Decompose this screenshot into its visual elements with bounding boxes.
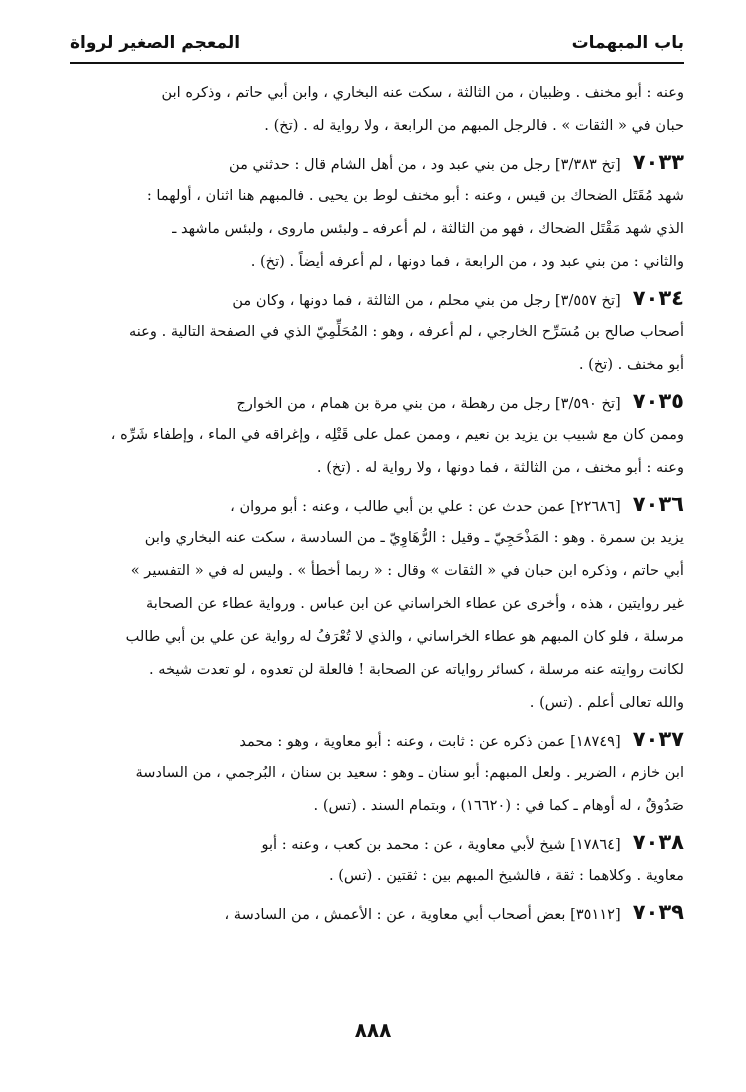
line-text: أبو مخنف . (تخ) . [578, 356, 684, 373]
line-text: وعنه : أبو مخنف . وظبيان ، من الثالثة ، سكت عنه البخاري ، وابن أبي حاتم ، وذكره ابن [161, 84, 684, 101]
text-line [62, 315, 684, 348]
text-line [62, 245, 684, 278]
text-line [62, 451, 684, 484]
entry-first-line [62, 488, 684, 521]
line-text: [تخ ٣/٥٥٧] رجل من بني محلم ، من الثالثة ، فما دونها ، وكان من [232, 292, 621, 309]
line-text: صَدُوقٌ ، له أوهام ـ كما في : (١٦٦٢٠) ، وبتمام السند . (تس) . [313, 797, 684, 814]
line-text: معاوية . وكلاهما : ثقة ، فالشيخ المبهم بين : ثقتين . (تس) . [328, 867, 684, 884]
text-line [62, 587, 684, 620]
line-text: غير روايتين ، هذه ، وأخرى عن عطاء الخراساني عن ابن عباس . ورواية عطاء عن الصحابة [145, 595, 684, 612]
line-text: يزيد بن سمرة . وهو : المَذْحَجِيّ ـ وقيل : الرُّهَاوِيّ ـ من السادسة ، سكت عنه البخاري وابن [144, 529, 684, 546]
text-line [62, 179, 684, 212]
line-text: الذي شهد مَقْتَل الضحاك ، فهو من الثالثة ، لم أعرفه ـ ولبئس ماروى ، ولبئس ماشهد ـ [172, 220, 684, 237]
page-number: ٨٨٨ [354, 1018, 392, 1042]
entry-number: ٧٠٣٧ [632, 727, 684, 751]
line-text: والله تعالى أعلم . (تس) . [529, 694, 684, 711]
header-rule [70, 62, 684, 64]
chapter-title: باب المبهمات [571, 33, 684, 53]
text-line [62, 653, 684, 686]
line-text: [٢٢٦٨٦] عمن حدث عن : علي بن أبي طالب ، وعنه : أبو مروان ، [230, 498, 621, 515]
line-text: شهد مُقَتَل الضحاك بن قيس ، وعنه : أبو مخنف لوط بن يحيى . فالمبهم هنا اثنان ، أولهما : [146, 187, 684, 204]
text-line [62, 348, 684, 381]
text-line [62, 554, 684, 587]
text-line [62, 212, 684, 245]
book-title: المعجم الصغير لرواة [70, 33, 241, 53]
line-text: ابن خازم ، الضرير . ولعل المبهم: أبو سنان ـ وهو : سعيد بن سنان ، البُرجمي ، من السادسة [135, 764, 684, 781]
entry-first-line [62, 385, 684, 418]
line-text: [تخ ٣/٣٨٣] رجل من بني عبد ود ، من أهل الشام قال : حدثني من [228, 156, 621, 173]
line-text: أبي حاتم ، وذكره ابن حبان في « الثقات » وقال : « ربما أخطأ » . وليس له في « التفسير » [130, 562, 684, 579]
text-line [62, 859, 684, 892]
entry-number: ٧٠٣٥ [632, 389, 684, 413]
text-line [62, 109, 684, 142]
line-text: حبان في « الثقات » . فالرجل المبهم من الرابعة ، ولا رواية له . (تخ) . [264, 117, 684, 134]
text-line [62, 521, 684, 554]
entry-first-line [62, 282, 684, 315]
entry-number: ٧٠٣٦ [632, 492, 684, 516]
entry-number: ٧٠٣٤ [632, 286, 684, 310]
text-line [62, 686, 684, 719]
entry-first-line [62, 896, 684, 929]
line-text: مرسلة ، فلو كان المبهم هو عطاء الخراساني ، والذي لا تُعْرَفُ له رواية عن علي بن أبي طالب [125, 628, 684, 645]
entry-number: ٧٠٣٣ [632, 150, 684, 174]
line-text: [١٧٨٦٤] شيخ لأبي معاوية ، عن : محمد بن كعب ، وعنه : أبو [261, 836, 621, 853]
text-line [62, 756, 684, 789]
entry-first-line [62, 723, 684, 756]
line-text: وممن كان مع شبيب بن يزيد بن نعيم ، وممن عمل على قَتْلِه ، وإغراقه في الماء ، وإطفاء شَرِّه ، [110, 426, 684, 443]
line-text: [٣٥١١٢] بعض أصحاب أبي معاوية ، عن : الأعمش ، من السادسة ، [224, 906, 621, 923]
line-text: لكانت روايته عنه مرسلة ، كسائر رواياته عن الصحابة ! فالعلة لن تعدوه ، لو تعدت شيخه . [149, 661, 684, 678]
entry-number: ٧٠٣٨ [632, 830, 684, 854]
line-text: [تخ ٣/٥٩٠] رجل من رهطة ، من بني مرة بن همام ، من الخوارج [236, 395, 621, 412]
text-body [62, 76, 684, 929]
entry-first-line [62, 146, 684, 179]
text-line [62, 76, 684, 109]
running-header [70, 26, 684, 60]
line-text: [١٨٧٤٩] عمن ذكره عن : ثابت ، وعنه : أبو معاوية ، وهو : محمد [239, 733, 621, 750]
line-text: وعنه : أبو مخنف ، من الثالثة ، فما دونها ، ولا رواية له . (تخ) . [316, 459, 684, 476]
entry-number: ٧٠٣٩ [632, 900, 684, 924]
text-line [62, 418, 684, 451]
entry-first-line [62, 826, 684, 859]
text-line [62, 789, 684, 822]
text-line [62, 620, 684, 653]
line-text: أصحاب صالح بن مُسَرِّح الخارجي ، لم أعرفه ، وهو : المُحَلِّمِيّ الذي في الصفحة التالية . وعنه [128, 323, 684, 340]
line-text: والثاني : من بني عبد ود ، من الرابعة ، فما دونها ، لم أعرفه أيضاً . (تخ) . [250, 253, 684, 270]
